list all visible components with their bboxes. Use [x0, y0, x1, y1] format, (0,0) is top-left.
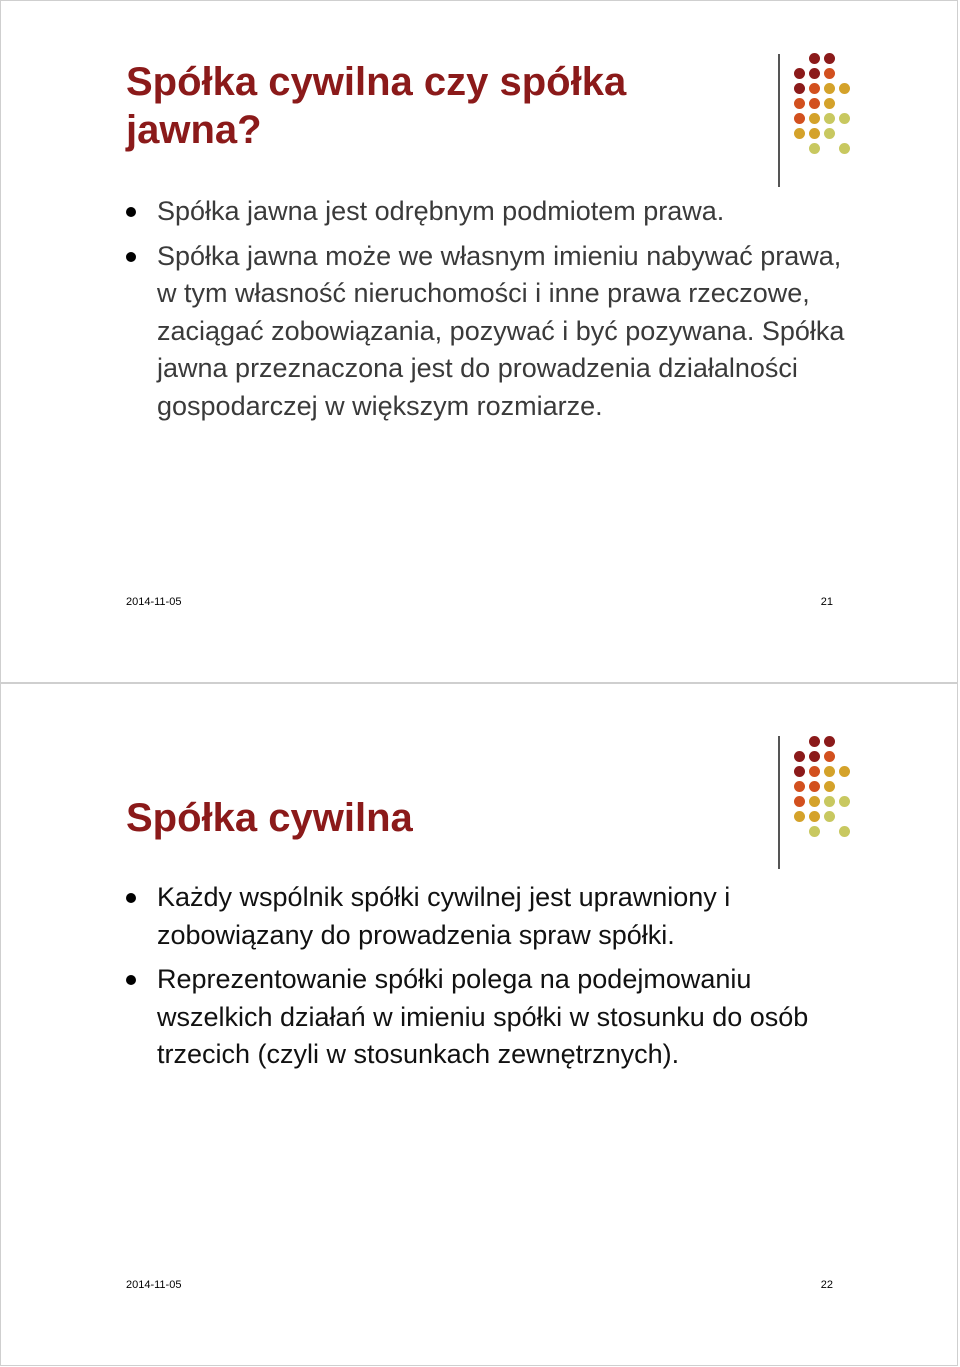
bullet-item	[126, 193, 866, 231]
bullet-text: Każdy wspólnik spółki cywilnej jest uprawniony i zobowiązany do prowadzenia spraw spółki.	[157, 882, 731, 950]
bullet-item	[126, 961, 866, 1074]
decorative-dot	[824, 68, 835, 79]
decorative-dot	[809, 766, 820, 777]
decorative-divider	[778, 54, 780, 187]
decorative-dot	[809, 796, 820, 807]
decorative-dot	[809, 98, 820, 109]
bullet-icon	[126, 252, 136, 262]
decorative-dot	[794, 98, 805, 109]
decorative-dot	[824, 113, 835, 124]
decorative-dot	[794, 781, 805, 792]
decorative-dot	[794, 751, 805, 762]
bullet-list	[126, 193, 866, 432]
decorative-dot	[794, 796, 805, 807]
slide-date: 2014-11-05	[126, 1279, 182, 1291]
decorative-dot	[824, 83, 835, 94]
bullet-icon	[126, 893, 136, 903]
decorative-dot	[839, 83, 850, 94]
decorative-dot	[809, 811, 820, 822]
decorative-dot	[809, 751, 820, 762]
decorative-dot	[824, 796, 835, 807]
decorative-dot	[794, 83, 805, 94]
decorative-dot	[839, 796, 850, 807]
slide-22	[0, 683, 958, 1366]
decorative-dot	[824, 751, 835, 762]
decorative-dot	[809, 128, 820, 139]
decorative-dot	[824, 53, 835, 64]
decorative-dot	[824, 766, 835, 777]
decorative-dot-pattern	[794, 53, 874, 173]
decorative-dot	[794, 766, 805, 777]
decorative-dot	[824, 736, 835, 747]
bullet-text: Spółka jawna może we własnym imieniu nabywać prawa, w tym własność nieruchomości i inne prawa rzeczowe, zaciągać zobowiązania, pozywać i być pozywana. Spółka jawna przeznaczona jest do prowadzenia działalności gospodarczej w większym rozmiarze.	[157, 240, 845, 421]
decorative-dot	[809, 736, 820, 747]
decorative-dot	[809, 143, 820, 154]
decorative-dot	[809, 83, 820, 94]
slide-number: 22	[820, 1279, 833, 1291]
decorative-dot	[839, 766, 850, 777]
decorative-dot	[794, 113, 805, 124]
slide-21	[0, 0, 958, 683]
decorative-dot	[839, 826, 850, 837]
slide-title: Spółka cywilna	[126, 796, 413, 840]
decorative-dot	[839, 113, 850, 124]
decorative-dot	[809, 113, 820, 124]
decorative-dot	[794, 68, 805, 79]
bullet-list	[126, 879, 866, 1081]
bullet-icon	[126, 975, 136, 985]
decorative-dot	[809, 781, 820, 792]
decorative-dot	[824, 128, 835, 139]
decorative-dot	[809, 826, 820, 837]
bullet-text: Reprezentowanie spółki polega na podejmowaniu wszelkich działań w imieniu spółki w stosunku do osób trzecich (czyli w stosunkach zewnętrznych).	[157, 964, 809, 1069]
decorative-dot	[794, 128, 805, 139]
decorative-dot-pattern	[794, 736, 874, 856]
bullet-icon	[126, 207, 136, 217]
slide-title: Spółka cywilna czy spółka jawna?	[126, 60, 627, 152]
decorative-dot	[824, 811, 835, 822]
decorative-divider	[778, 736, 780, 869]
decorative-dot	[809, 68, 820, 79]
bullet-text: Spółka jawna jest odrębnym podmiotem prawa.	[157, 196, 725, 226]
bullet-item	[126, 238, 866, 426]
decorative-dot	[824, 781, 835, 792]
slide-date: 2014-11-05	[126, 596, 182, 608]
decorative-dot	[839, 143, 850, 154]
decorative-dot	[824, 98, 835, 109]
decorative-dot	[794, 811, 805, 822]
bullet-item	[126, 879, 866, 954]
decorative-dot	[809, 53, 820, 64]
slide-number: 21	[820, 596, 833, 608]
